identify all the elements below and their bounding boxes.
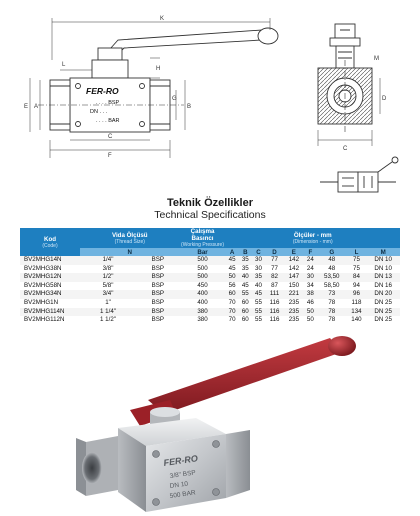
cell-g: 48 [328,264,336,272]
cell-l: 75 [353,264,360,272]
cell-e: 150 [288,281,300,289]
col-code-header: Kod (Code) [20,228,80,256]
col-dim-M: M [366,248,400,256]
cell-f: 38 [304,290,317,299]
cell-m: DN 16 [374,281,392,289]
table-row [20,316,400,325]
col-pressure-header: Çalışma Basıncı (Working Pressure) [181,228,225,248]
col-dim-A: A [226,248,239,256]
cell-b: 60 [241,316,249,324]
dim-L-label: L [62,62,66,68]
col-thread-unit: N [80,248,180,256]
brand-plate-logo: FER-RO [86,86,119,96]
cell-bar: 500 [180,273,226,282]
dim-H-label: H [156,66,161,72]
col-dim-F: F [304,248,317,256]
cell-e: 235 [288,316,300,324]
cell-code: BV2MHG1N [24,298,59,306]
cell-m: DN 25 [366,308,400,317]
cell-size: 1 1/4" [80,308,136,317]
cell-bar: 380 [197,316,208,324]
cell-f: 24 [304,256,317,265]
cell-f: 34 [306,281,314,289]
cell-m: DN 25 [374,316,392,324]
col-dim-L: L [347,248,367,256]
cell-l: 75 [347,256,367,265]
photo-plate-bar: 500 BAR [169,489,197,500]
front-view-drawing [30,18,278,158]
cell-g: 78 [328,316,336,324]
cell-d: 111 [265,290,284,299]
cell-a: 60 [226,290,239,299]
cell-d: 116 [265,308,284,317]
cell-bar: 380 [180,308,226,317]
cell-bar: 400 [180,290,226,299]
table-row [20,273,400,282]
cell-bar: 400 [197,298,208,306]
cell-c: 55 [255,298,262,306]
cell-c: 55 [252,308,265,317]
cell-d: 116 [269,298,280,306]
cell-f: 30 [304,273,317,282]
cell-e: 235 [284,308,304,317]
cell-m: DN 10 [366,256,400,265]
valve-schematic-symbol [320,157,398,192]
cell-code: BV2MHG114N [20,308,80,317]
cell-code: BV2MHG58N [24,281,62,289]
cell-code: BV2MHG14N [20,256,80,265]
cell-c: 30 [252,256,265,265]
cell-code: BV2MHG34N [20,290,80,299]
cell-l: 96 [347,290,367,299]
cell-bar: 500 [180,256,226,265]
cell-d: 77 [265,256,284,265]
photo-plate-dn: DN 10 [169,480,189,490]
cell-f: 24 [306,264,314,272]
col-dim-C: C [252,248,265,256]
cell-e: 235 [288,298,300,306]
dim-B-label: B [187,104,192,110]
photo-plate-size: 3/8" BSP [169,469,197,480]
cell-size: 3/8" [102,264,114,272]
cell-e: 147 [284,273,304,282]
table-row [20,299,400,308]
spec-table [20,228,400,325]
cell-e: 142 [284,256,304,265]
table-header-row [20,228,400,248]
table-row [20,265,400,274]
product-photo [0,330,420,516]
col-dim-B: B [239,248,252,256]
cell-c: 35 [252,273,265,282]
dim-A-label: A [34,104,39,110]
side-section-drawing [318,24,380,146]
dim-F-label: F [108,153,112,159]
cell-f: 50 [306,316,314,324]
cell-d: 87 [271,281,278,289]
cell-std: BSP [151,316,164,324]
plate-line-dn: DN . . . [90,109,108,115]
cell-b: 60 [241,298,249,306]
cell-b: 35 [241,264,249,272]
dim-E-label: E [24,104,29,110]
cell-c: 55 [255,316,262,324]
plate-line-size: . . . . BSP [96,100,120,106]
cell-size: 3/4" [80,290,136,299]
cell-d: 116 [269,316,280,324]
cell-std: BSP [151,264,164,272]
cell-c: 30 [255,264,262,272]
cell-size: 1" [105,298,111,306]
technical-drawings [0,0,420,200]
table-row [20,256,400,265]
cell-std: BSP [136,308,180,317]
cell-std: BSP [136,256,180,265]
cell-a: 45 [228,264,236,272]
cell-e: 221 [284,290,304,299]
cell-g: 78 [317,308,347,317]
cell-l: 94 [353,281,360,289]
cell-a: 45 [226,256,239,265]
plate-line-bar: . . . . BAR [96,118,120,124]
cell-code: BV2MHG38N [24,264,62,272]
handle-knob [328,336,356,356]
cell-l: 118 [351,298,362,306]
cell-size: 1 1/2" [100,316,116,324]
cell-a: 56 [228,281,236,289]
cell-b: 40 [239,273,252,282]
dim-G-label: G [172,96,177,102]
cell-m: DN 25 [374,298,392,306]
cell-b: 55 [239,290,252,299]
cell-a: 70 [228,316,236,324]
cell-c: 45 [252,290,265,299]
cell-size: 1/4" [80,256,136,265]
cell-b: 35 [239,256,252,265]
dim-C-side-label: C [343,146,348,152]
col-dim-G: G [317,248,347,256]
cell-f: 46 [306,298,314,306]
cell-d: 82 [265,273,284,282]
cell-l: 134 [347,308,367,317]
cell-g: 48 [317,256,347,265]
col-dim-D: D [265,248,284,256]
cell-size: 1/2" [80,273,136,282]
cell-a: 70 [228,298,236,306]
table-row [20,290,400,299]
photo-brand-engraving: FER-RO [162,453,199,468]
cell-bar: 500 [197,264,208,272]
cell-std: BSP [151,281,164,289]
cell-g: 73 [317,290,347,299]
table-row [20,308,400,317]
cell-m: DN 20 [366,290,400,299]
dim-D-label: D [382,96,387,102]
cell-b: 60 [239,308,252,317]
col-pressure-unit: Bar [180,248,226,256]
cell-l: 140 [351,316,362,324]
cell-b: 45 [241,281,249,289]
cell-code: BV2MHG12N [20,273,80,282]
cell-d: 77 [271,264,278,272]
cell-std: BSP [151,298,164,306]
cell-l: 84 [347,273,367,282]
cell-f: 50 [304,308,317,317]
cell-bar: 450 [197,281,208,289]
cell-std: BSP [136,290,180,299]
cell-code: BV2MHG112N [24,316,65,324]
col-dim-E: E [284,248,304,256]
cell-size: 5/8" [102,281,114,289]
dim-C-label: C [108,134,113,140]
cell-m: DN 13 [366,273,400,282]
spec-title-turkish: Teknik Özellikler [166,197,253,209]
inlet-port [82,452,102,484]
dim-M-label: M [374,56,379,62]
cell-std: BSP [136,273,180,282]
cell-g: 58,50 [324,281,340,289]
dim-K-label: K [160,16,165,22]
cell-g: 78 [328,298,336,306]
table-row [20,282,400,291]
cell-a: 70 [226,308,239,317]
col-thread-header: Vida Ölçüsü (Thread Size) [80,228,180,248]
spec-title-english: Technical Specifications [154,209,266,221]
cell-m: DN 10 [374,264,392,272]
cell-c: 40 [255,281,262,289]
cell-g: 53,50 [317,273,347,282]
cell-e: 142 [288,264,300,272]
col-dimensions-header: Ölçüler - mm (Dimension - mm) [226,228,400,248]
cell-a: 50 [226,273,239,282]
